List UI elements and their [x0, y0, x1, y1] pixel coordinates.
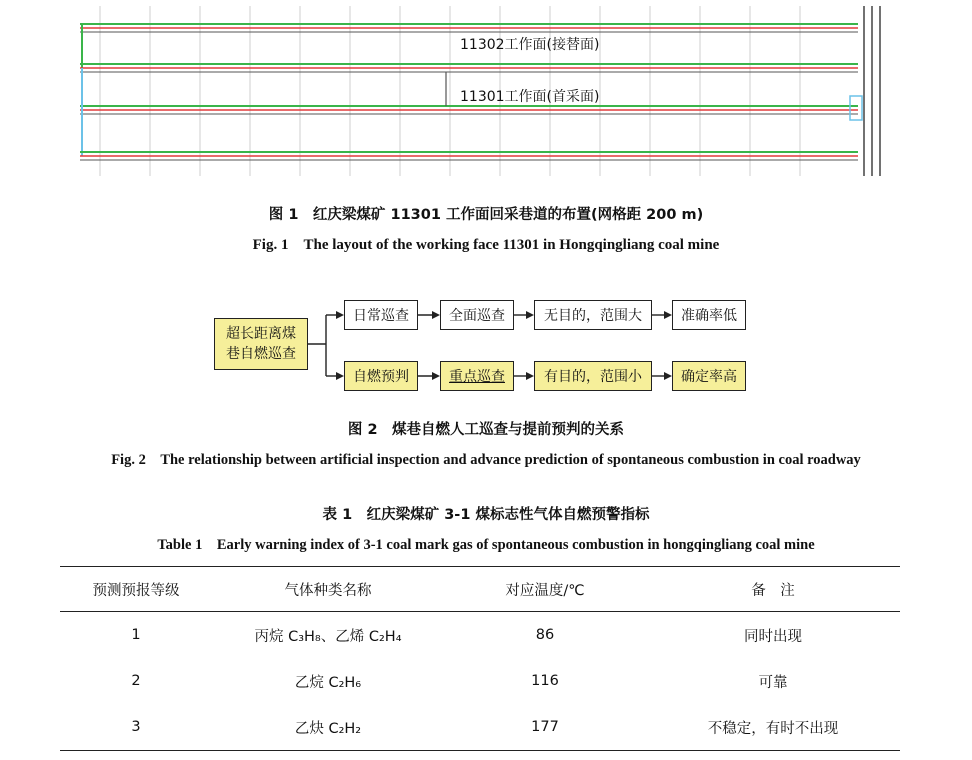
flow-box-prediction: 自燃预判 — [344, 361, 418, 391]
figure-2-caption-cn: 图 2 煤巷自燃人工巡查与提前预判的关系 — [347, 422, 625, 438]
face-11301-roadways — [80, 68, 858, 160]
face-11301-label: 11301工作面(首采面) — [460, 89, 600, 105]
figure-1-caption-cn: 图 1 红庆梁煤矿 11301 工作面回采巷道的布置(网格距 200 m) — [268, 207, 704, 223]
flow-box-high-certainty: 确定率高 — [672, 361, 746, 391]
cell-level: 3 — [60, 704, 212, 751]
flow-root-box: 超长距离煤巷自燃巡查 — [214, 318, 308, 370]
table-header-row — [60, 567, 900, 612]
cell-gas: 乙炔 C₂H₂ — [212, 704, 444, 751]
table-row — [60, 704, 900, 751]
cell-notes: 不稳定，有时不出现 — [646, 704, 900, 751]
flow-box-daily-inspection: 日常巡查 — [344, 300, 418, 330]
header-level: 预测预报等级 — [60, 567, 212, 612]
figure-1-caption-en: Fig. 1 The layout of the working face 11301 in Hongqingliang coal mine — [252, 237, 720, 253]
header-temperature: 对应温度/℃ — [444, 567, 646, 612]
cell-notes: 同时出现 — [744, 628, 802, 645]
warning-index-table — [60, 566, 900, 751]
flow-box-targeted-narrow: 有目的，范围小 — [534, 361, 652, 391]
table-1-caption-en: Table 1 Early warning index of 3-1 coal mark gas of spontaneous combustion in hongqingliang coal mine — [157, 537, 815, 553]
cell-gas: 乙烷 C₂H₆ — [294, 674, 362, 691]
table-row — [60, 658, 900, 704]
flow-box-aimless-wide: 无目的，范围大 — [534, 300, 652, 330]
cell-gas: 丙烷 C₃H₈、乙烯 C₂H₄ — [254, 628, 402, 645]
cell-temperature: 177 — [444, 704, 646, 751]
cell-temperature: 86 — [535, 627, 555, 643]
cell-level: 1 — [131, 627, 141, 643]
header-gas: 气体种类名称 — [212, 567, 444, 612]
flow-box-full-inspection: 全面巡查 — [440, 300, 514, 330]
figure-1-layout — [80, 6, 890, 176]
header-notes: 备 注 — [646, 567, 900, 612]
table-row — [60, 612, 900, 659]
cell-notes: 可靠 — [758, 674, 788, 691]
table-1-caption-cn: 表 1 红庆梁煤矿 3-1 煤标志性气体自燃预警指标 — [322, 507, 650, 523]
flow-box-low-accuracy: 准确率低 — [672, 300, 746, 330]
cell-level: 2 — [131, 673, 141, 689]
flow-box-key-inspection: 重点巡查 — [440, 361, 514, 391]
figure-2-caption-en: Fig. 2 The relationship between artificial inspection and advance prediction of spontaneous combustion in coal roadway — [111, 452, 861, 468]
face-11302-label: 11302工作面(接替面) — [460, 37, 600, 53]
cell-temperature: 116 — [531, 673, 559, 689]
